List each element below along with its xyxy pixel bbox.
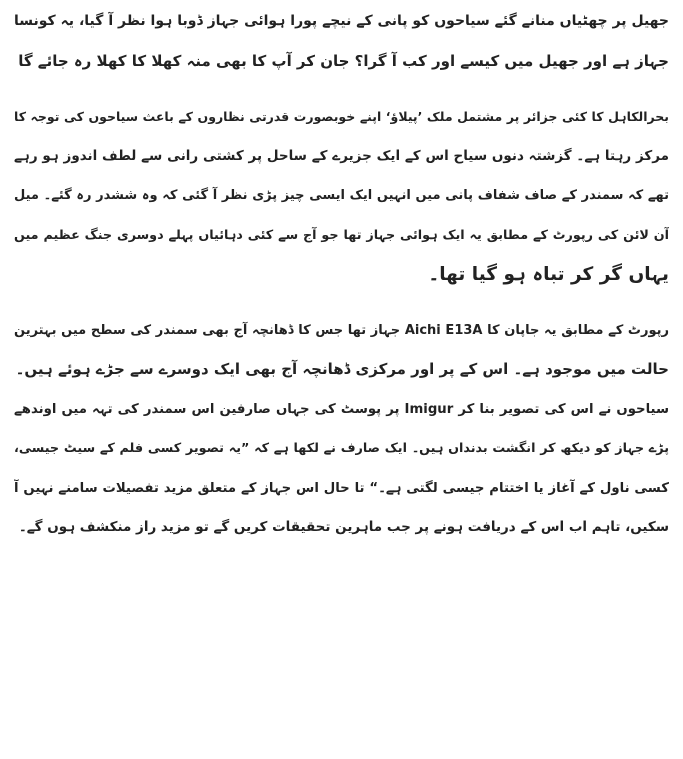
paragraph-report bbox=[14, 311, 669, 548]
paragraph-gap bbox=[14, 81, 669, 97]
text-line: رپورٹ کے مطابق یہ جاپان کا Aichi E13A جہاز تھا جس کا ڈھانچہ آج بھی سمندر کی سطح میں بہترین bbox=[14, 322, 669, 338]
text-line: یہاں گر کر تباہ ہو گیا تھا۔ bbox=[428, 264, 669, 285]
text-line: جھیل پر چھٹیاں منانے گئے سیاحوں کو پانی کے نیچے پورا ہوائی جہاز ڈوبا ہوا نظر آ گیا، یہ کونسا bbox=[14, 13, 669, 29]
paragraph-discovery bbox=[14, 97, 669, 295]
text-line: سیاحوں نے اس کی تصویر بنا کر Imigur پر پوسٹ کی جہاں صارفین اس سمندر کی تہہ میں اوندھے bbox=[14, 401, 669, 417]
paragraph-intro bbox=[14, 2, 669, 81]
text-line: مرکز رہتا ہے۔ گزشتہ دنوں سیاح اس کے ایک جزیرے کے ساحل پر کشتی رانی سے لطف اندوز ہو رہے bbox=[14, 147, 669, 164]
text-line: حالت میں موجود ہے۔ اس کے پر اور مرکزی ڈھانچہ آج بھی ایک دوسرے سے جڑے ہوئے ہیں۔ bbox=[15, 360, 669, 378]
article-body bbox=[14, 2, 669, 548]
text-line: آن لائن کی رپورٹ کے مطابق یہ ایک ہوائی جہاز تھا جو آج سے کئی دہائیاں پہلے دوسری جنگ عظیم میں bbox=[14, 227, 669, 243]
paragraph-gap bbox=[14, 295, 669, 311]
text-line: جہاز ہے اور جھیل میں کیسے اور کب آ گرا؟ جان کر آپ کا بھی منہ کھلا کا کھلا رہ جائے گا bbox=[18, 51, 669, 70]
text-line: بحرالکاہل کا کئی جزائر پر مشتمل ملک ’پیلاؤ‘ اپنے خوبصورت قدرتی نظاروں کے باعث سیاحوں کی توجہ کا bbox=[14, 109, 669, 124]
text-line: پڑے جہاز کو دیکھ کر انگشت بدنداں ہیں۔ ایک صارف نے لکھا ہے کہ ”یہ تصویر کسی فلم کے سیٹ جیسی، bbox=[14, 441, 669, 456]
text-line: سکیں، تاہم اب اس کے دریافت ہونے پر جب ماہرین تحقیقات کریں گے تو مزید راز منکشف ہوں گے۔ bbox=[18, 519, 669, 535]
text-line: تھے کہ سمندر کے صاف شفاف پانی میں انہیں ایک ایسی چیز پڑی نظر آ گئی کہ وہ ششدر رہ گئے۔ میل bbox=[14, 188, 669, 203]
text-line: کسی ناول کے آغاز یا اختتام جیسی لگتی ہے۔“ تا حال اس جہاز کے متعلق مزید تفصیلات سامنے نہیں آ bbox=[14, 480, 669, 496]
